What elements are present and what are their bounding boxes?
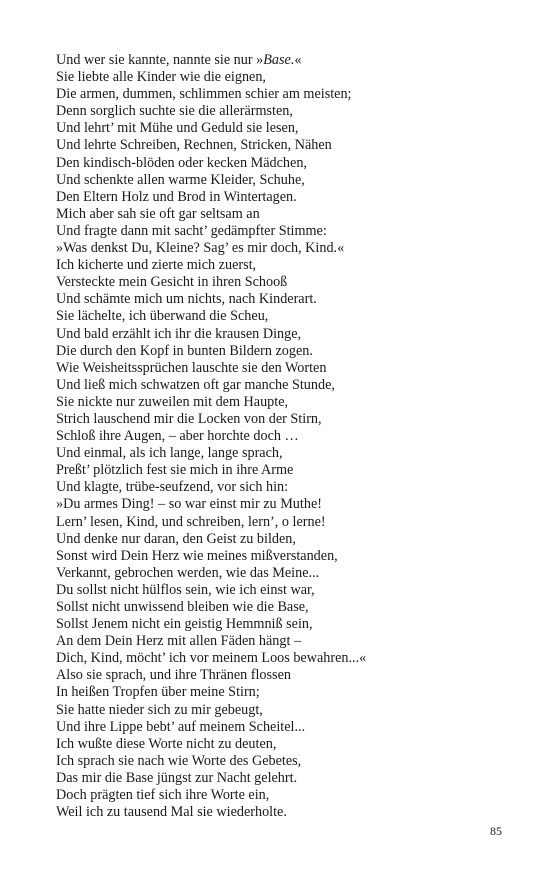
poem-line: Den kindisch-blöden oder kecken Mädchen, (56, 154, 307, 171)
poem-line: Lern’ lesen, Kind, und schreiben, lern’, o lerne! (56, 513, 326, 530)
poem-line: Sie hatte nieder sich zu mir gebeugt, (56, 701, 263, 718)
poem-line: Und ließ mich schwatzen oft gar manche Stunde, (56, 376, 335, 393)
page-number: 85 (490, 824, 502, 838)
poem-line: Sie liebte alle Kinder wie die eignen, (56, 69, 266, 86)
poem-line: Wie Weisheitssprüchen lauschte sie den Worten (56, 359, 327, 376)
poem-line-italic: Base. (263, 52, 295, 68)
poem-line: Strich lauschend mir die Locken von der Stirn, (56, 410, 322, 427)
poem-line: Das mir die Base jüngst zur Nacht gelehrt. (56, 769, 298, 786)
poem-line: Versteckte mein Gesicht in ihren Schooß (56, 274, 288, 291)
poem-line: Verkannt, gebrochen werden, wie das Meine... (56, 564, 320, 581)
poem-line: »Was denkst Du, Kleine? Sag’ es mir doch, Kind.« (56, 240, 345, 257)
poem-line-text: Und wer sie kannte, nannte sie nur » (56, 52, 264, 68)
poem-line: Denn sorglich suchte sie die allerärmsten, (56, 103, 293, 120)
poem-line: Und schenkte allen warme Kleider, Schuhe, (56, 171, 305, 188)
poem-line: Und ihre Lippe bebt’ auf meinem Scheitel... (56, 718, 306, 735)
poem-line: Preßt’ plötzlich fest sie mich in ihre Arme (56, 462, 294, 479)
poem-line: Und lehrt’ mit Mühe und Geduld sie lesen, (56, 120, 299, 137)
poem-line: Und lehrte Schreiben, Rechnen, Stricken, Nähen (56, 137, 332, 154)
poem-line: »Du armes Ding! – so war einst mir zu Muthe! (56, 496, 322, 513)
poem-line: Und bald erzählt ich ihr die krausen Dinge, (56, 325, 302, 342)
poem-line: An dem Dein Herz mit allen Fäden hängt – (56, 633, 302, 650)
poem-line: Sie lächelte, ich überwand die Scheu, (56, 308, 269, 325)
poem-line: Und klagte, trübe-seufzend, vor sich hin: (56, 479, 289, 496)
poem-line-text: « (294, 52, 302, 68)
poem-line: Doch prägten tief sich ihre Worte ein, (56, 787, 270, 804)
poem-line: Ich wußte diese Worte nicht zu deuten, (56, 735, 277, 752)
poem-line: Mich aber sah sie oft gar seltsam an (56, 205, 260, 222)
poem-line: Ich kicherte und zierte mich zuerst, (56, 257, 257, 274)
poem-line: Du sollst nicht hülflos sein, wie ich einst war, (56, 581, 315, 598)
poem-line: Ich sprach sie nach wie Worte des Gebetes, (56, 752, 302, 769)
poem-line: Und schämte mich um nichts, nach Kinderart. (56, 291, 317, 308)
poem-line: In heißen Tropfen über meine Stirn; (56, 684, 260, 701)
poem-line: Und einmal, als ich lange, lange sprach, (56, 445, 283, 462)
poem-line: Dich, Kind, möcht’ ich vor meinem Loos bewahren...« (56, 650, 367, 667)
poem-line: Sonst wird Dein Herz wie meines mißverstanden, (56, 547, 338, 564)
poem-line: Schloß ihre Augen, – aber horchte doch … (56, 428, 299, 445)
poem-text (56, 52, 526, 821)
poem-line: Die armen, dummen, schlimmen schier am meisten; (56, 86, 352, 103)
poem-line: Und denke nur daran, den Geist zu bilden, (56, 530, 296, 547)
poem-line: Die durch den Kopf in bunten Bildern zogen. (56, 342, 313, 359)
poem-line: Sie nickte nur zuweilen mit dem Haupte, (56, 393, 289, 410)
poem-line: Den Eltern Holz und Brod in Wintertagen. (56, 188, 297, 205)
poem-line: Also sie sprach, und ihre Thränen flossen (56, 667, 291, 684)
poem-line: Sollst Jenem nicht ein geistig Hemmniß sein, (56, 616, 313, 633)
poem-line: Weil ich zu tausend Mal sie wiederholte. (56, 804, 287, 821)
poem-line: Und fragte dann mit sacht’ gedämpfter Stimme: (56, 222, 327, 239)
poem-line: Sollst nicht unwissend bleiben wie die Base, (56, 599, 309, 615)
poem-line (56, 52, 526, 69)
